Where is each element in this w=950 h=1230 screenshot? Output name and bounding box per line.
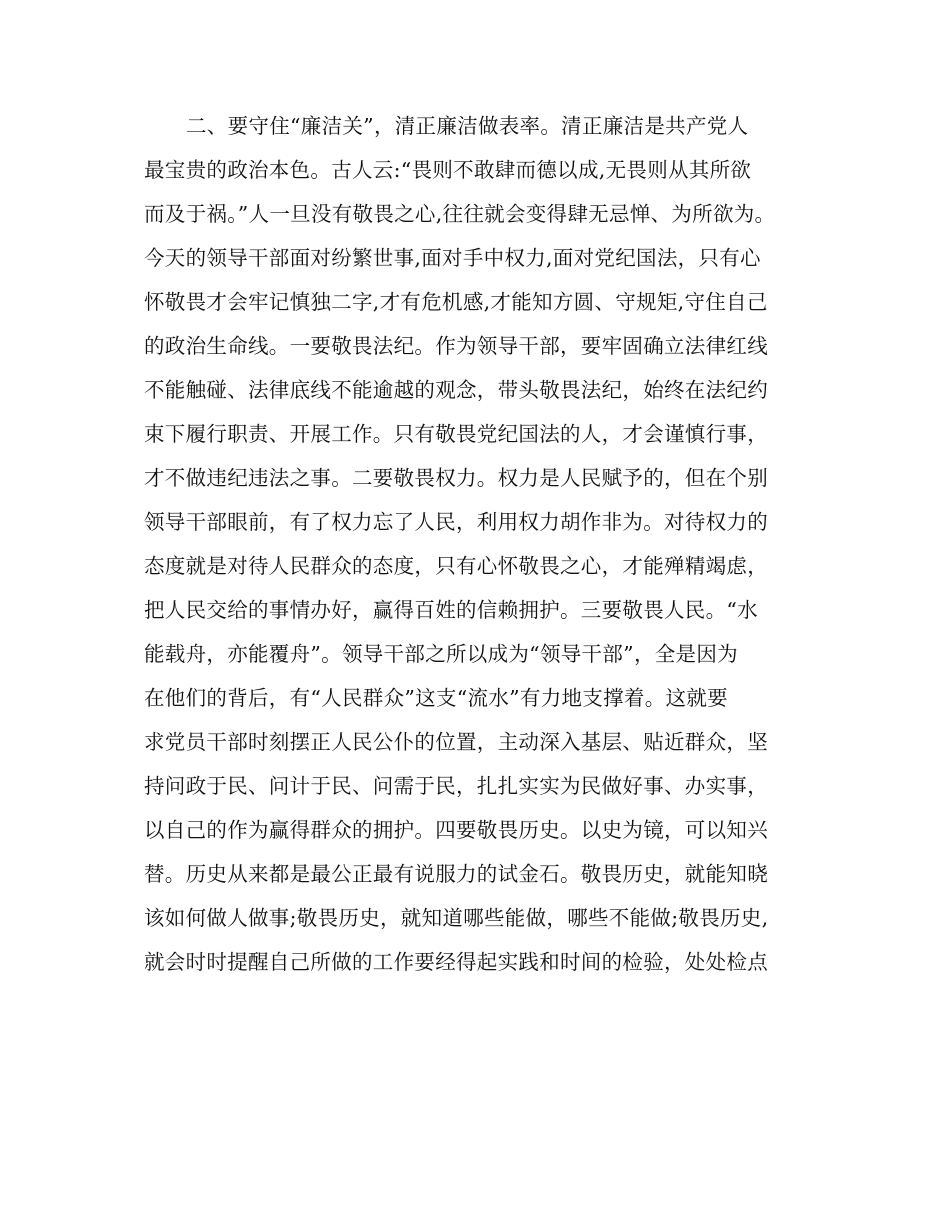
paragraph-line: 能载舟，亦能覆舟”。领导干部之所以成为“领导干部”，全是因为 (144, 642, 738, 666)
paragraph-line: 求党员干部时刻摆正人民公仆的位置，主动深入基层、贴近群众，坚 (144, 730, 768, 754)
paragraph-line: 而及于祸。”人一旦没有敬畏之心,往往就会变得肆无忌惮、为所欲为。 (144, 202, 776, 226)
paragraph-line: 才不做违纪违法之事。二要敬畏权力。权力是人民赋予的，但在个别 (144, 466, 768, 490)
paragraph-line: 就会时时提醒自己所做的工作要经得起实践和时间的检验，处处检点 (144, 950, 768, 974)
paragraph-line: 把人民交给的事情办好，赢得百姓的信赖拥护。三要敬畏人民。“水 (144, 598, 758, 622)
paragraph-line: 最宝贵的政治本色。古人云:“畏则不敢肆而德以成,无畏则从其所欲 (144, 158, 752, 182)
paragraph-line: 二、要守住“廉洁关”，清正廉洁做表率。清正廉洁是共产党人 (186, 114, 749, 138)
paragraph-line: 态度就是对待人民群众的态度，只有心怀敬畏之心，才能殚精竭虑， (144, 554, 768, 578)
paragraph-line: 不能触碰、法律底线不能逾越的观念，带头敬畏法纪，始终在法纪约 (144, 378, 768, 402)
paragraph-line: 怀敬畏才会牢记慎独二字,才有危机感,才能知方圆、守规矩,守住自己 (144, 290, 768, 314)
paragraph-line: 在他们的背后，有“人民群众”这支“流水”有力地支撑着。这就要 (144, 686, 728, 710)
paragraph-line: 今天的领导干部面对纷繁世事,面对手中权力,面对党纪国法，只有心 (144, 246, 761, 270)
paragraph-line: 的政治生命线。一要敬畏法纪。作为领导干部，要牢固确立法律红线 (144, 334, 768, 358)
paragraph-line: 持问政于民、问计于民、问需于民，扎扎实实为民做好事、办实事， (144, 774, 768, 798)
paragraph-line: 该如何做人做事;敬畏历史，就知道哪些能做，哪些不能做;敬畏历史, (144, 906, 769, 930)
paragraph-line: 替。历史从来都是最公正最有说服力的试金石。敬畏历史，就能知晓 (144, 862, 768, 886)
paragraph-line: 领导干部眼前，有了权力忘了人民，利用权力胡作非为。对待权力的 (144, 510, 768, 534)
paragraph-line: 束下履行职责、开展工作。只有敬畏党纪国法的人，才会谨慎行事， (144, 422, 768, 446)
paragraph-line: 以自己的作为赢得群众的拥护。四要敬畏历史。以史为镜，可以知兴 (144, 818, 768, 842)
